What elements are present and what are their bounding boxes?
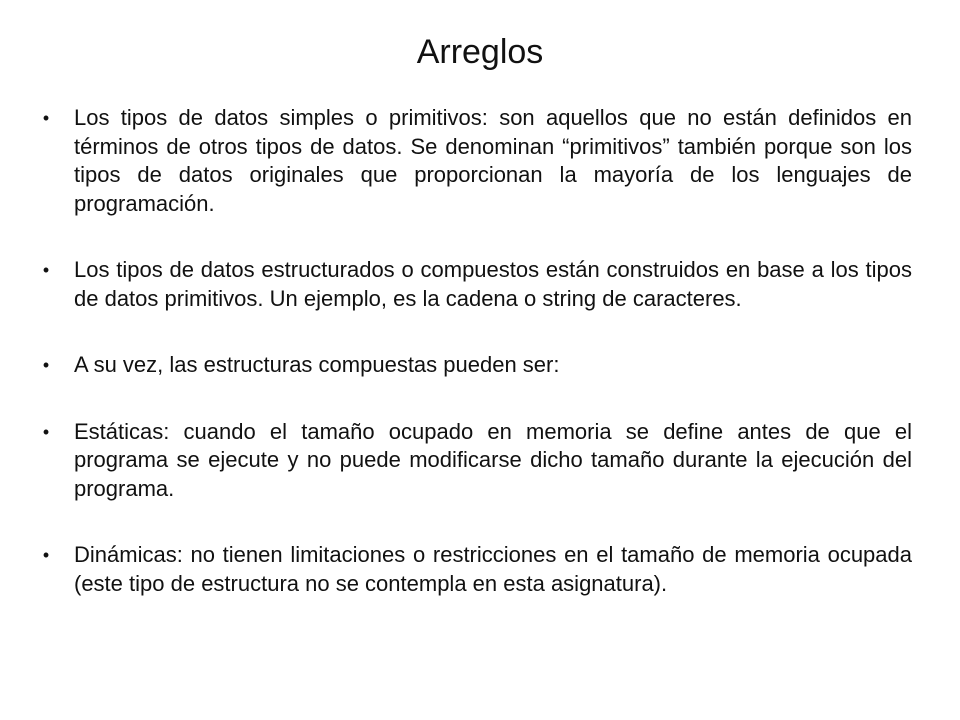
bullet-item-structured-types — [36, 256, 912, 313]
bullet-text: Dinámicas: no tienen limitaciones o restricciones en el tamaño de memoria ocupada (este tipo de estructura no se contempla en esta asignatura). — [74, 542, 912, 596]
bullet-item-static — [36, 418, 912, 504]
bullet-list — [36, 104, 912, 598]
bullet-icon: • — [42, 108, 50, 128]
slide-title: Arreglos — [416, 33, 544, 71]
bullet-icon: • — [42, 421, 50, 442]
bullet-item-dynamic — [36, 541, 912, 598]
bullet-icon: • — [42, 260, 50, 280]
bullet-text: Los tipos de datos estructurados o compuestos están construidos en base a los tipos de datos primitivos. Un ejemplo, es la cadena o string de caracteres. — [74, 257, 912, 311]
bullet-text: Los tipos de datos simples o primitivos: son aquellos que no están definidos en términos de otros tipos de datos. Se denominan “primitivos” también porque son los tipos de datos originales que proporcionan la mayoría de los lenguajes de programación. — [74, 105, 912, 216]
bullet-text: Estáticas: cuando el tamaño ocupado en memoria se define antes de que el programa se ejecute y no puede modificarse dicho tamaño durante la ejecución del programa. — [74, 418, 912, 501]
bullet-icon: • — [42, 355, 50, 375]
bullet-item-compound-structures — [36, 351, 912, 380]
bullet-item-primitive-types — [36, 104, 912, 218]
bullet-icon: • — [42, 545, 50, 565]
bullet-text: A su vez, las estructuras compuestas pueden ser: — [74, 352, 560, 377]
